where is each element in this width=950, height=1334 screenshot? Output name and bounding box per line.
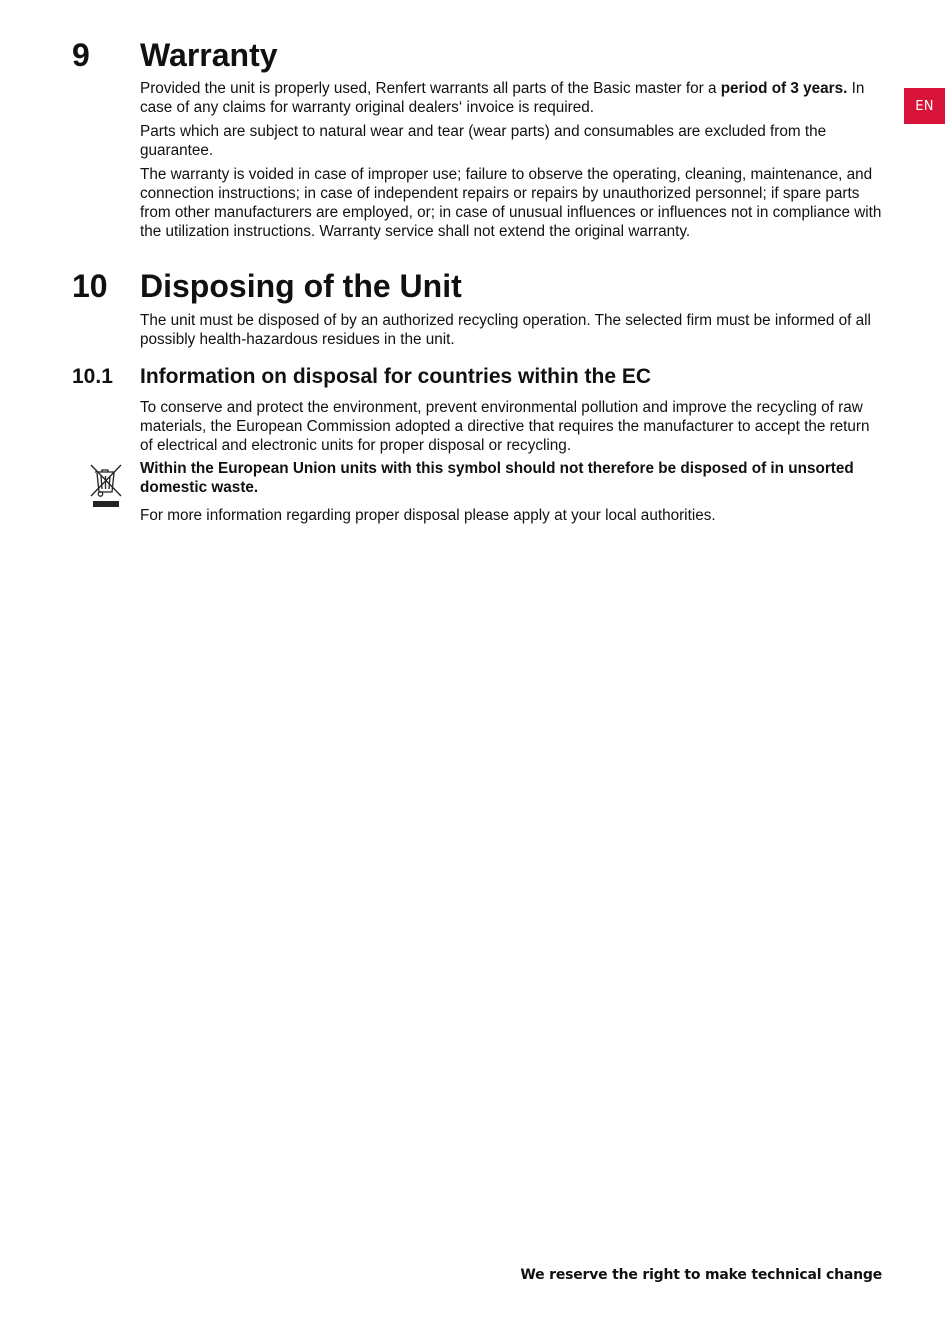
text-run: Provided the unit is properly used, Renfert warrants all parts of the Basic master for a (140, 80, 721, 97)
language-tab-en[interactable]: EN (904, 88, 945, 124)
section-number: 9 (72, 37, 90, 73)
section-number: 10.1 (72, 365, 113, 388)
ec-disposal-paragraph-1: To conserve and protect the environment, prevent environmental pollution and improve the recycling of raw materials, the European Commission adopted a directive that requires the manufacturer to accept the return of electrical and electronic units for proper disposal or recycling. (140, 399, 870, 454)
section-title: Disposing of the Unit (140, 268, 462, 304)
warranty-paragraph-1 (140, 79, 885, 117)
warranty-paragraph-3: The warranty is voided in case of improper use; failure to observe the operating, cleaning, maintenance, and connection instructions; in case of independent repairs or repairs by unauthorized personnel; if spare parts from other manufacturers are employed, or; in case of unusual influences or influences not in compliance with the utilization instructions. Warranty service shall not extend the original warranty. (140, 166, 882, 240)
ec-disposal-warning: Within the European Union units with this symbol should not therefore be disposed of in unsorted domestic waste. (140, 460, 854, 496)
text-run: In case of any claims for warranty original dealers‘ invoice is required. (140, 80, 865, 116)
warranty-period: period of 3 years. (720, 80, 848, 97)
warranty-paragraph-2: Parts which are subject to natural wear and tear (wear parts) and consumables are excluded from the guarantee. (140, 123, 827, 159)
disposal-paragraph-1: The unit must be disposed of by an authorized recycling operation. The selected firm must be informed of all possibly health-hazardous residues in the unit. (140, 312, 871, 348)
section-title: Warranty (140, 37, 278, 73)
section-number: 10 (72, 268, 108, 304)
weee-icon (88, 462, 124, 510)
footer-note: We reserve the right to make technical change (520, 1267, 882, 1283)
section-title: Information on disposal for countries within the EC (140, 365, 652, 388)
ec-disposal-paragraph-3: For more information regarding proper disposal please apply at your local authorities. (140, 507, 716, 524)
